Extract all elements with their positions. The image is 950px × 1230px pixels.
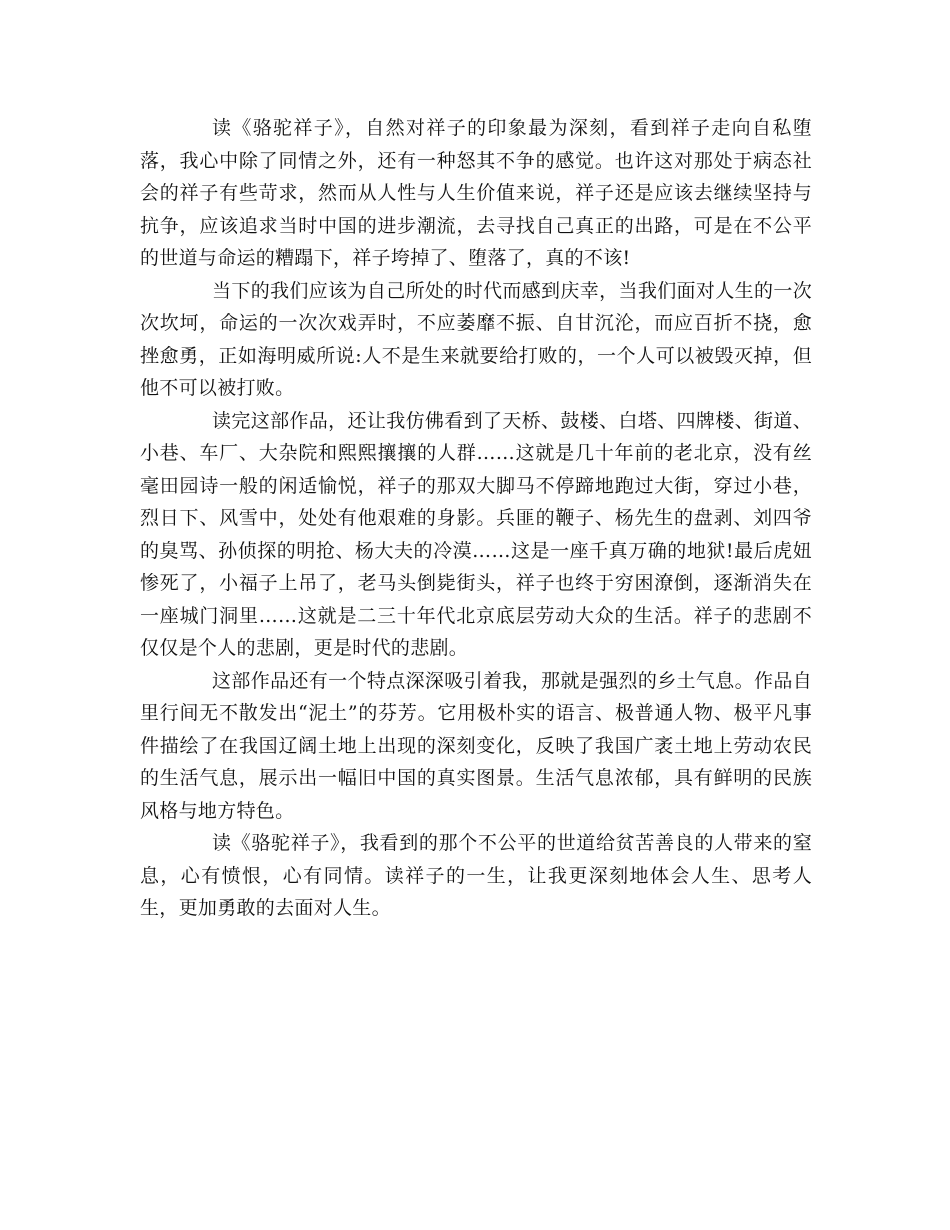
document-body [140, 112, 812, 925]
paragraph: 读《骆驼祥子》，我看到的那个不公平的世道给贫苦善良的人带来的窒息，心有愤恨，心有同情。读祥子的一生，让我更深刻地体会人生、思考人生，更加勇敢的去面对人生。 [140, 832, 812, 919]
paragraph: 这部作品还有一个特点深深吸引着我，那就是强烈的乡土气息。作品自里行间无不散发出“泥土”的芬芳。它用极朴实的语言、极普通人物、极平凡事件描绘了在我国辽阔土地上出现的深刻变化，反映了我国广袤土地上劳动农民的生活气息，展示出一幅旧中国的真实图景。生活气息浓郁，具有鲜明的民族风格与地方特色。 [140, 669, 812, 822]
paragraph: 当下的我们应该为自己所处的时代而感到庆幸，当我们面对人生的一次次坎坷，命运的一次次戏弄时，不应萎靡不振、自甘沉沦，而应百折不挠，愈挫愈勇，正如海明威所说:人不是生来就要给打败的，一个人可以被毁灭掉，但他不可以被打败。 [140, 279, 812, 399]
paragraph: 读《骆驼祥子》，自然对祥子的印象最为深刻，看到祥子走向自私堕落，我心中除了同情之外，还有一种怒其不争的感觉。也许这对那处于病态社会的祥子有些苛求，然而从人性与人生价值来说，祥子还是应该去继续坚持与抗争，应该追求当时中国的进步潮流，去寻找自己真正的出路，可是在不公平的世道与命运的糟蹋下，祥子垮掉了、堕落了，真的不该! [140, 117, 812, 269]
paragraph: 读完这部作品，还让我仿佛看到了天桥、鼓楼、白塔、四牌楼、街道、小巷、车厂、大杂院和熙熙攘攘的人群……这就是几十年前的老北京，没有丝毫田园诗一般的闲适愉悦，祥子的那双大脚马不停蹄地跑过大街，穿过小巷，烈日下、风雪中，处处有他艰难的身影。兵匪的鞭子、杨先生的盘剥、刘四爷的臭骂、孙侦探的明抢、杨大夫的冷漠……这是一座千真万确的地狱!最后虎妞惨死了，小福子上吊了，老马头倒毙街头，祥子也终于穷困潦倒，逐渐消失在一座城门洞里……这就是二三十年代北京底层劳动大众的生活。祥子的悲剧不仅仅是个人的悲剧，更是时代的悲剧。 [140, 409, 812, 659]
